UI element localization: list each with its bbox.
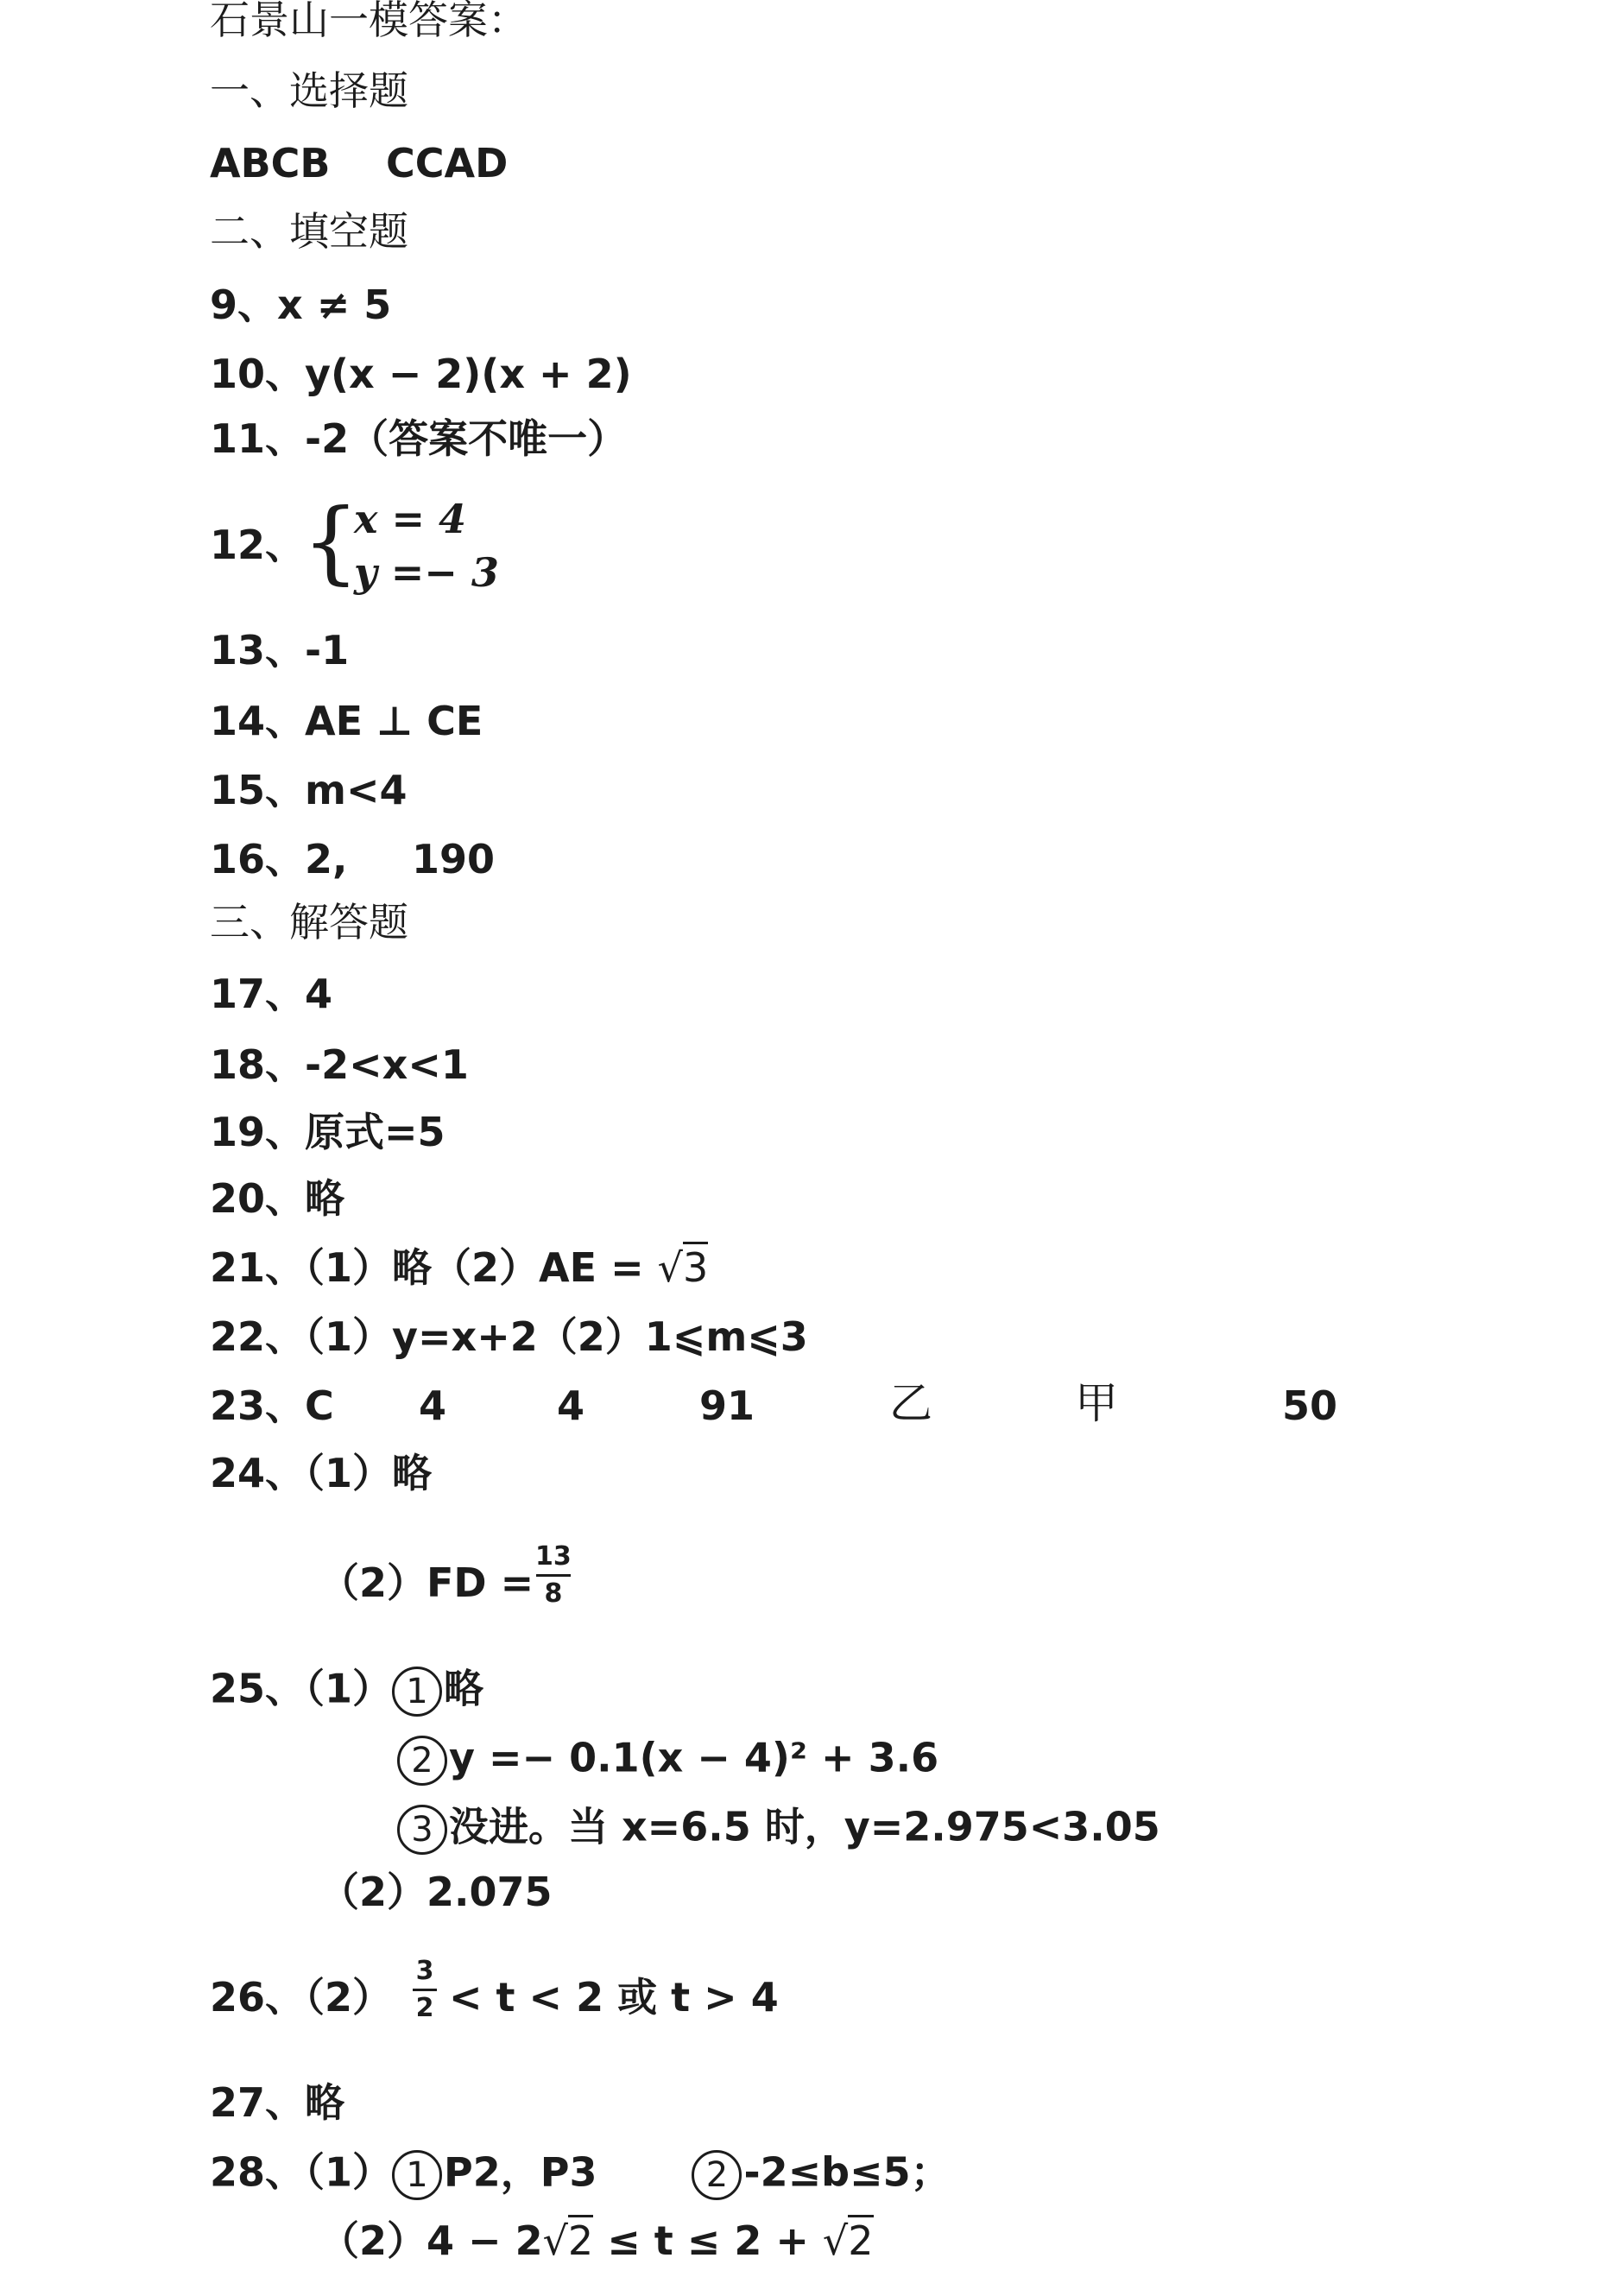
answer-10: 10、y(x − 2)(x + 2): [210, 351, 632, 397]
answer-25-part2: （2）2.075: [319, 1869, 553, 1915]
answer-18: 18、-2<x<1: [210, 1041, 469, 1088]
fraction-numerator: 13: [535, 1541, 572, 1572]
answer-25-step2: y =− 0.1(x − 4)² + 3.6: [449, 1734, 939, 1781]
answer-22: 22、（1）y=x+2（2）1⩽m⩽3: [210, 1313, 808, 1360]
fraction-bar: [413, 1989, 437, 1991]
answer-21-text: 21、（1）略（2）AE =: [210, 1244, 644, 1291]
fraction-bar: [536, 1574, 571, 1577]
answer-25-label: 25、（1）: [210, 1665, 393, 1712]
section-heading-fill: 二、填空题: [210, 208, 408, 255]
answer-23-cell: 91: [699, 1382, 755, 1429]
answer-24-part1: 24、（1）略: [210, 1450, 433, 1496]
answer-14: 14、AE ⊥ CE: [210, 698, 483, 744]
answer-25-line3: [397, 1805, 1160, 1855]
answer-11: 11、-2（答案不唯一）: [210, 415, 628, 462]
answer-28-label: 28、（1）: [210, 2148, 393, 2196]
answer-12-label: 12、: [210, 522, 306, 568]
answer-21-root: 3: [683, 1242, 708, 1291]
fraction-denominator: 8: [544, 1578, 563, 1609]
answer-25-line2: [397, 1736, 938, 1786]
answer-28-part2: [319, 2217, 874, 2264]
sqrt-symbol: √3: [658, 1242, 709, 1291]
answer-20: 20、略: [210, 1175, 345, 1222]
fraction-13-8: [535, 1541, 572, 1609]
answer-23-cell: 甲: [1075, 1378, 1118, 1428]
answer-12-line1: x = 4: [354, 496, 467, 542]
fraction-denominator: 2: [415, 1993, 434, 2023]
answer-9: 9、x ≠ 5: [210, 281, 392, 328]
answer-12-line2: y =− 3: [354, 549, 499, 596]
answer-28-part1: [210, 2150, 951, 2200]
section-heading-solve: 三、解答题: [210, 899, 408, 946]
circled-number: 3: [397, 1805, 447, 1855]
system-brace: {: [302, 489, 360, 594]
answer-28-part2-b: ≤ t ≤ 2 +: [607, 2217, 809, 2264]
answer-15: 15、m<4: [210, 767, 408, 813]
answer-13: 13、-1: [210, 627, 350, 674]
sqrt-symbol: √2: [823, 2215, 874, 2264]
answer-16-label: 16、2,: [210, 836, 348, 882]
answer-19: 19、原式=5: [210, 1109, 445, 1155]
sqrt-symbol: √2: [543, 2215, 594, 2264]
section-heading-choice: 一、选择题: [210, 67, 408, 114]
answer-28-step1: P2，P3: [444, 2148, 597, 2196]
answer-23-cell: 4: [419, 1382, 447, 1429]
answer-28-step2: -2≤b≤5；: [743, 2148, 951, 2196]
answer-16-value: 190: [412, 836, 496, 882]
circled-number: 1: [392, 1667, 442, 1717]
answer-27: 27、略: [210, 2079, 345, 2126]
answer-23-label: 23、C: [210, 1382, 334, 1429]
circled-number: 2: [692, 2150, 742, 2200]
circled-number: 1: [392, 2150, 442, 2200]
answer-26-inequality: < t < 2 或 t > 4: [449, 1974, 779, 2021]
answer-28-root1: 2: [568, 2215, 593, 2264]
answer-21: [210, 1244, 709, 1291]
answer-25-step3: 没进。当 x=6.5 时，y=2.975<3.05: [449, 1803, 1160, 1850]
page-title: 石景山一模答案：: [210, 0, 528, 43]
answer-28-root2: 2: [848, 2215, 873, 2264]
answer-23-cell: 4: [557, 1382, 585, 1429]
answer-25-part1: [210, 1667, 483, 1717]
answer-24-part2: （2）FD =: [319, 1559, 534, 1606]
answer-23-cell: 50: [1282, 1382, 1338, 1429]
fraction-3-2: [413, 1958, 437, 2021]
answer-17: 17、4: [210, 971, 333, 1017]
choice-answers-group1: ABCB: [210, 140, 331, 187]
answer-28-part2-a: （2）4 − 2: [319, 2217, 543, 2264]
answer-26-prefix: 26、（2）: [210, 1974, 393, 2021]
answer-23-cell: 乙: [889, 1378, 932, 1428]
fraction-numerator: 3: [415, 1956, 434, 1986]
circled-number: 2: [397, 1736, 447, 1786]
answer-25-step1: 略: [444, 1665, 484, 1712]
choice-answers-group2: CCAD: [386, 140, 509, 187]
